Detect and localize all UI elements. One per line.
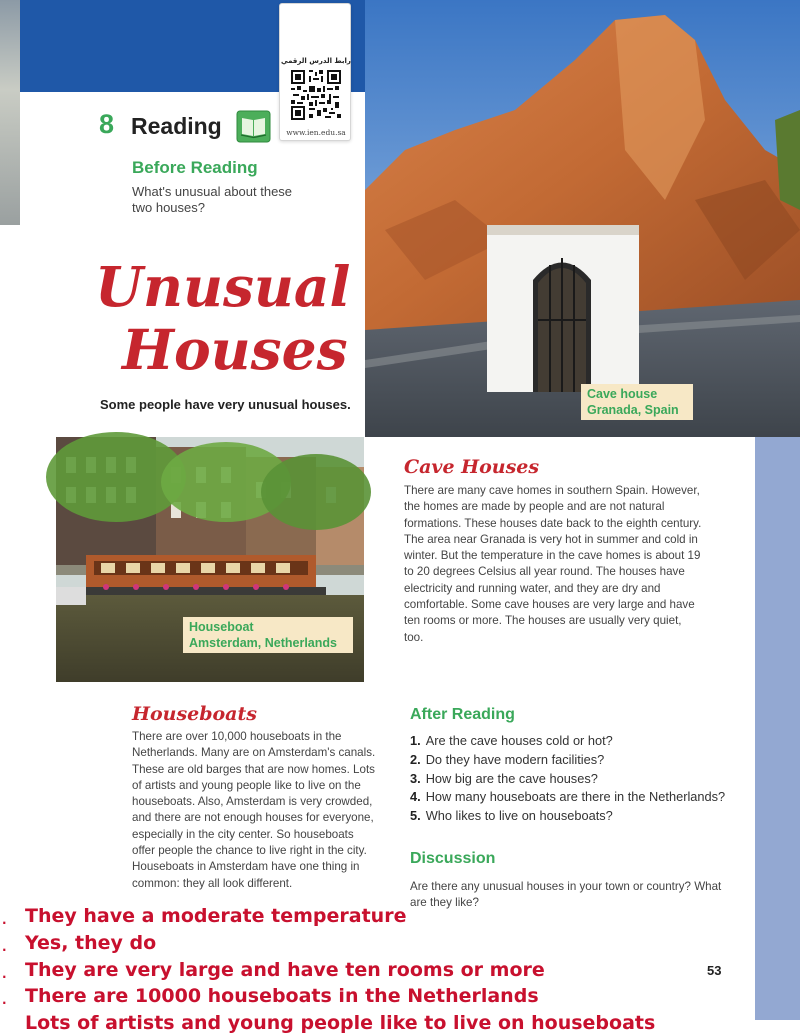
right-side-strip (755, 437, 800, 1020)
question-item: 2. Do they have modern facilities? (410, 751, 605, 767)
question-item: 4. How many houseboats are there in the Netherlands? (410, 789, 726, 805)
after-reading-questions (410, 732, 755, 826)
houseboat-photo-caption (183, 617, 353, 653)
answer-item: . They are very large and have ten rooms or more (2, 958, 545, 981)
cave-caption-line1: Cave house (587, 387, 658, 401)
qr-url[interactable]: www.ien.edu.sa (286, 128, 346, 137)
answer-item: . Yes, they do (2, 931, 157, 954)
houseboats-heading: Houseboats (132, 703, 257, 725)
answer-item: . They have a moderate temperature (2, 905, 407, 927)
answer-item: . There are 10000 houseboats in the Netherlands (2, 985, 539, 1008)
cave-houses-text: There are many cave homes in southern Spain. However, the homes are made by people and are not natural formations. These houses date back to the eighth century. The area near Granada is very hot in summer and cold in winter. But the temperature in the cave homes is about 19 to 20 degrees Celsius all year round. The houses have electricity and running water, and they are dry and comfortable. Some cave houses are very large and have ten rooms or more. The houses are usually very quiet, too. (404, 484, 702, 644)
unit-title: Reading (131, 113, 222, 139)
qr-code-icon (291, 70, 341, 120)
before-reading-question: What's unusual about these two houses? (132, 184, 293, 215)
book-icon (237, 111, 270, 142)
unit-number: 8 (99, 109, 115, 139)
answers-list (0, 905, 760, 1034)
page-number: 53 (707, 963, 722, 978)
question-item: 1. Are the cave houses cold or hot? (410, 733, 613, 748)
answer-item: Lots of artists and young people like to live on houseboats (25, 1012, 656, 1034)
boat-caption-line1: Houseboat (189, 620, 254, 634)
cave-house-photo (365, 0, 800, 437)
cave-houses-heading: Cave Houses (404, 456, 540, 478)
page-title-line2: Houses (122, 317, 348, 382)
question-item: 5. Who likes to live on houseboats? (410, 808, 613, 824)
after-reading-heading: After Reading (410, 706, 515, 723)
discussion-text: Are there any unusual houses in your town or country? What are they like? (410, 880, 722, 909)
left-edge-strip (0, 0, 20, 225)
qr-label: رابط الدرس الرقمي (281, 57, 351, 65)
before-reading-heading: Before Reading (132, 158, 258, 177)
cave-photo-caption (581, 384, 693, 420)
page-title-line1: Unusual (95, 254, 351, 319)
discussion-heading: Discussion (410, 850, 496, 867)
boat-caption-line2: Amsterdam, Netherlands (189, 636, 337, 650)
cave-caption-line2: Granada, Spain (587, 403, 679, 417)
houseboats-text: There are over 10,000 houseboats in the Netherlands. Many are on Amsterdam's canals. These are old barges that are now homes. Lots of artists and young people like to live on the houseboats. Also, Amsterdam is very crowded, and there are not enough houses for everyone, especially in the city center. So houseboats offer people the chance to live right in the city. Houseboats in Amsterdam have one thing in common: they all look different. (132, 730, 376, 890)
question-item: 3. How big are the cave houses? (410, 770, 598, 786)
qr-code-box[interactable] (279, 3, 351, 141)
page-subtitle: Some people have very unusual houses. (100, 397, 351, 412)
